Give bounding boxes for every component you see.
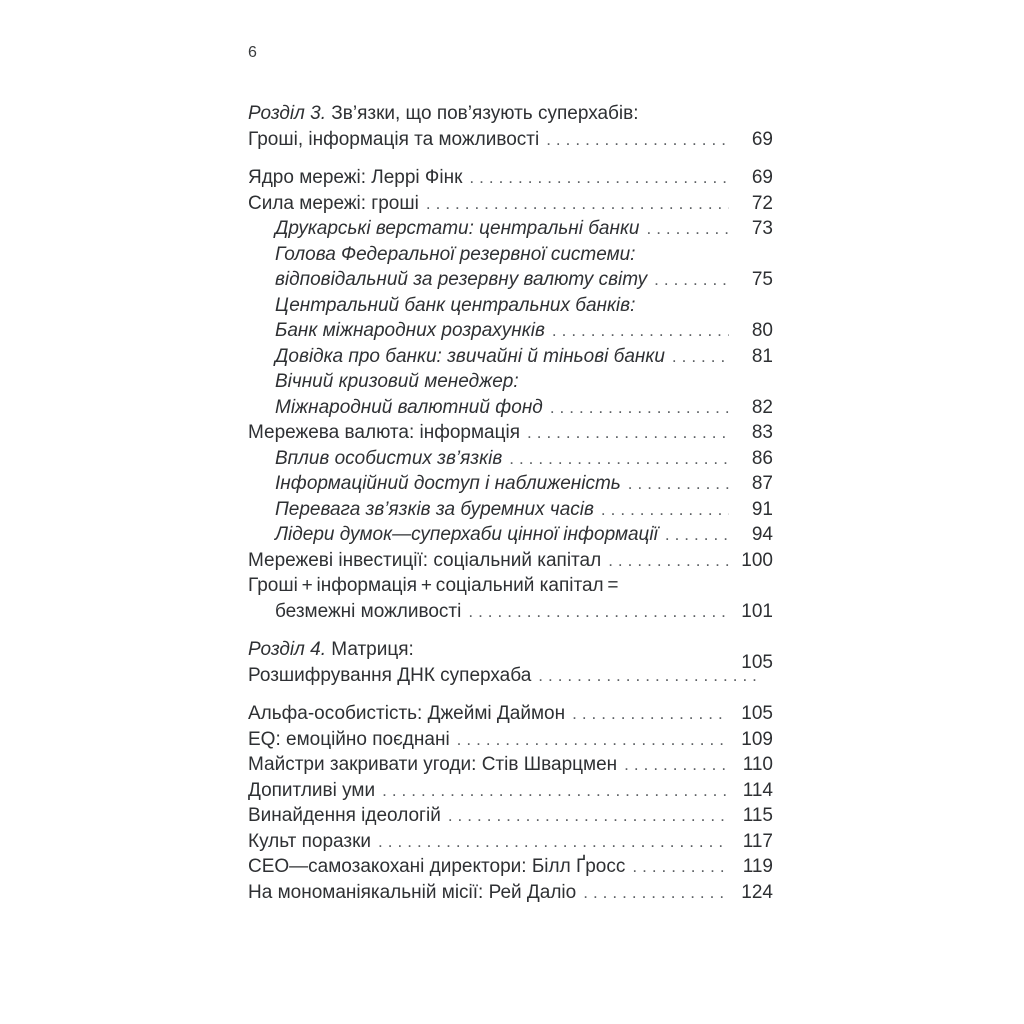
toc-entry — [248, 369, 773, 395]
toc-entry — [248, 599, 773, 625]
dot-leader — [583, 880, 729, 906]
dot-leader — [672, 344, 729, 370]
toc-entry-page: 69 — [751, 128, 773, 150]
dot-leader — [527, 420, 729, 446]
toc-entry-label: Інформаційний доступ і наближеність — [275, 473, 621, 494]
toc-entry — [248, 127, 773, 153]
toc-entry-chapter — [248, 637, 773, 688]
toc-entry-page: 73 — [751, 218, 773, 239]
toc-entry-label: Майстри закривати угоди: Стів Шварцмен — [248, 754, 618, 775]
toc-entry-label: Розділ 3. Зв’язки, що пов’язують суперхабів: — [248, 103, 639, 124]
toc-entry-page: 101 — [741, 600, 773, 622]
toc-entry-label: безмежні можливості — [275, 600, 462, 622]
toc-entry-page: 82 — [751, 396, 773, 418]
toc-entry — [248, 778, 773, 804]
toc-entry — [248, 854, 773, 880]
toc-entry — [248, 191, 773, 217]
toc-entry — [248, 420, 773, 446]
toc-entry — [248, 395, 773, 421]
toc-entry-page: 75 — [751, 269, 773, 290]
toc-entry — [248, 293, 773, 319]
toc-entry-label: Гроші + інформація + соціальний капітал = — [248, 575, 619, 596]
toc-entry — [248, 101, 773, 127]
toc-entry — [248, 165, 773, 191]
toc-entry-label: Альфа-особистість: Джеймі Даймон — [248, 703, 566, 724]
toc-entry-page: 109 — [741, 728, 773, 750]
chapter-number-label: Розділ 3. — [248, 103, 332, 124]
toc-entry-label: СЕО—самозакохані директори: Білл Ґросс — [248, 856, 626, 877]
dot-leader — [468, 599, 729, 625]
dot-leader — [601, 497, 729, 523]
dot-leader — [624, 752, 729, 778]
toc-entry-page: 94 — [751, 524, 773, 545]
toc-entry-page: 124 — [741, 881, 773, 903]
toc-entry-page: 110 — [742, 754, 773, 775]
toc-entry-label: На мономаніякальній місії: Рей Даліо — [248, 881, 577, 903]
toc-entry — [248, 880, 773, 906]
toc-entry-page: 87 — [751, 473, 773, 494]
toc-entry-label: Лідери думок—суперхаби цінної інформації — [275, 524, 658, 545]
dot-leader — [552, 318, 729, 344]
toc-entry-page: 117 — [742, 830, 773, 852]
toc-entry-page: 69 — [751, 167, 773, 188]
toc-entry-page: 91 — [751, 498, 773, 520]
toc-entry-label: Довідка про банки: звичайні й тіньові банки — [275, 345, 665, 367]
toc-entry-page: 100 — [741, 549, 773, 571]
toc-entry-page: 119 — [742, 856, 773, 877]
toc-entry-label: Культ поразки — [248, 830, 372, 852]
dot-leader — [448, 803, 729, 829]
toc-entry-label: Друкарські верстати: центральні банки — [275, 218, 640, 239]
dot-leader — [572, 701, 729, 727]
toc-entry-label: Перевага зв’язків за буремних часів — [275, 498, 594, 520]
dot-leader — [654, 267, 729, 293]
toc-entry — [248, 471, 773, 497]
dot-leader — [509, 446, 729, 472]
dot-leader — [538, 663, 757, 689]
toc-entry-label: Міжнародний валютний фонд — [275, 396, 543, 418]
dot-leader — [546, 127, 729, 153]
toc-entry — [248, 344, 773, 370]
dot-leader — [608, 548, 729, 574]
toc-entry — [248, 803, 773, 829]
toc-entry-label: Ядро мережі: Леррі Фінк — [248, 167, 463, 188]
toc-entry — [248, 267, 773, 293]
dot-leader — [469, 165, 729, 191]
toc-entry — [248, 497, 773, 523]
toc-entry-page: 80 — [751, 320, 773, 341]
dot-leader — [378, 829, 729, 855]
toc-entry-page: 105 — [741, 703, 773, 724]
toc-entry-label: Допитливі уми — [248, 779, 376, 801]
toc-entry — [248, 446, 773, 472]
page-number: 6 — [248, 44, 257, 61]
toc-entry — [248, 752, 773, 778]
toc-entry-label: Винайдення ідеологій — [248, 805, 441, 826]
toc-entry — [248, 637, 773, 663]
toc-entry — [248, 663, 773, 689]
toc-entry-page: 83 — [751, 422, 773, 443]
toc-entry-page: 114 — [742, 779, 773, 801]
toc-entry-label: Банк міжнародних розрахунків — [275, 320, 545, 341]
toc-entry-label: Вічний кризовий менеджер: — [275, 371, 519, 392]
toc-entry-label: Голова Федеральної резервної системи: — [275, 243, 636, 265]
toc-entry — [248, 522, 773, 548]
dot-leader — [632, 854, 729, 880]
toc-entry-page: 72 — [751, 192, 773, 214]
dot-leader — [550, 395, 729, 421]
dot-leader — [646, 216, 729, 242]
toc-entry-label: Сила мережі: гроші — [248, 192, 419, 214]
dot-leader — [628, 471, 729, 497]
toc-list — [248, 101, 773, 905]
toc-entry — [248, 242, 773, 268]
toc-entry-page: 115 — [742, 805, 773, 826]
toc-entry-label: Розділ 4. Матриця: — [248, 639, 414, 660]
chapter-number-label: Розділ 4. — [248, 639, 332, 660]
toc-entry — [248, 829, 773, 855]
toc-entry-label: Гроші, інформація та можливості — [248, 128, 540, 150]
toc-entry — [248, 216, 773, 242]
toc-entry-label: EQ: емоційно поєднані — [248, 728, 450, 750]
dot-leader — [665, 522, 729, 548]
toc-entry-label: Розшифрування ДНК суперхаба — [248, 664, 532, 686]
toc-entry-label: відповідальний за резервну валюту світу — [275, 269, 648, 290]
toc-entry-label: Центральний банк центральних банків: — [275, 294, 636, 316]
toc-entry — [248, 701, 773, 727]
toc-entry-page: 86 — [751, 447, 773, 469]
toc-entry-page: 105 — [741, 651, 773, 673]
toc-entry-label: Мережева валюта: інформація — [248, 422, 521, 443]
toc-entry-page: 81 — [751, 345, 773, 367]
dot-leader — [426, 191, 729, 217]
toc-entry — [248, 573, 773, 599]
dot-leader — [457, 727, 729, 753]
toc-entry — [248, 548, 773, 574]
toc-entry — [248, 318, 773, 344]
dot-leader — [382, 778, 729, 804]
toc-entry-label: Мережеві інвестиції: соціальний капітал — [248, 549, 602, 571]
toc-entry-label: Вплив особистих зв’язків — [275, 447, 503, 469]
toc-entry — [248, 727, 773, 753]
